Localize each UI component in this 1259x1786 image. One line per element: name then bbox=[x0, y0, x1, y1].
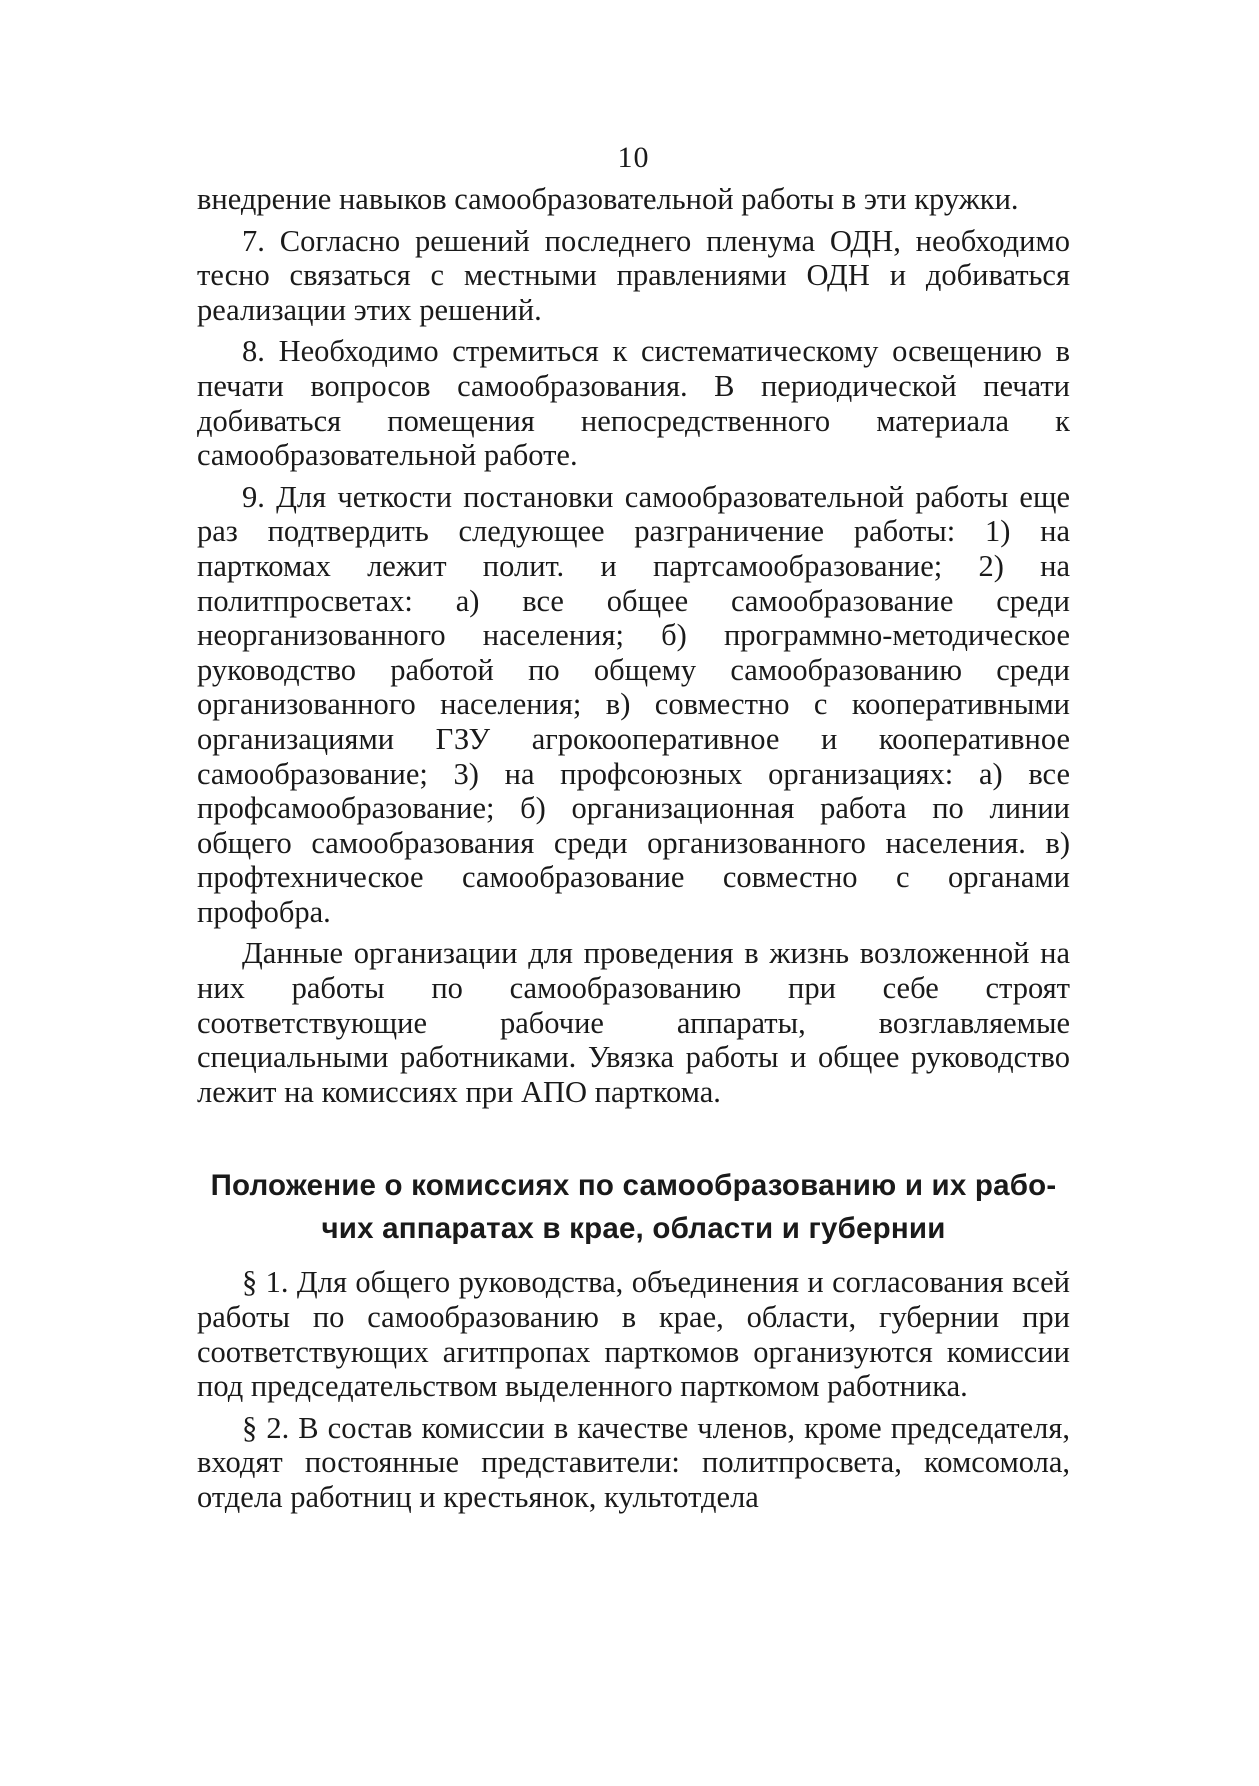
paragraph-item-8: 8. Необходимо стремиться к систематическому освещению в печати вопросов самообразования. В периодической печати добиваться помещения непосредственного материала к самообразовательной работе. bbox=[197, 334, 1070, 473]
document-page bbox=[197, 138, 1070, 1515]
page-number: 10 bbox=[617, 141, 650, 174]
paragraph-item-9: 9. Для четкости постановки самообразовательной работы еще раз подтвердить следующее разграничение работы: 1) на парткомах лежит полит. и партсамообразование; 2) на политпросветах: а) все общее самообразование среди неорганизованного населения; б) программно-методическое руководство работой по общему самообразованию среди организованного населения; в) совместно с кооперативными организациями ГЗУ агрокооперативное и кооперативное самообразование; 3) на профсоюзных организациях: а) все профсамообразование; б) организационная работа по линии общего самообразования среди организованного населения. в) профтехническое самообразование совместно с органами профобра. bbox=[197, 479, 1070, 929]
paragraph-continuation: внедрение навыков самообразовательной работы в эти кружки. bbox=[197, 182, 1019, 216]
section-heading bbox=[197, 1164, 1070, 1250]
paragraph-item-7: 7. Согласно решений последнего пленума ОДН, необходимо тесно связаться с местными правлениями ОДН и добиваться реализации этих решений. bbox=[197, 223, 1070, 327]
paragraph-organizations: Данные организации для проведения в жизнь возложенной на них работы по самообразованию при себе строят соответствующие рабочие аппараты, возглавляемые специальными работниками. Увязка работы и общее руководство лежит на комиссиях при АПО парткома. bbox=[197, 936, 1070, 1109]
section-heading-line-1: Положение о комиссиях по самообразованию и их рабо- bbox=[210, 1169, 1057, 1203]
paragraph-section-2: § 2. В состав комиссии в качестве членов, кроме председателя, входят постоянные представители: политпросвета, комсомола, отдела работниц и крестьянок, культотдела bbox=[197, 1410, 1070, 1514]
paragraph-section-1: § 1. Для общего руководства, объединения и согласования всей работы по самообразованию в крае, области, губернии при соответствующих агитпропах парткомов организуются комиссии под председательством выделенного парткомом работника. bbox=[197, 1265, 1070, 1404]
section-heading-line-2: чих аппаратах в крае, области и губернии bbox=[321, 1212, 946, 1246]
